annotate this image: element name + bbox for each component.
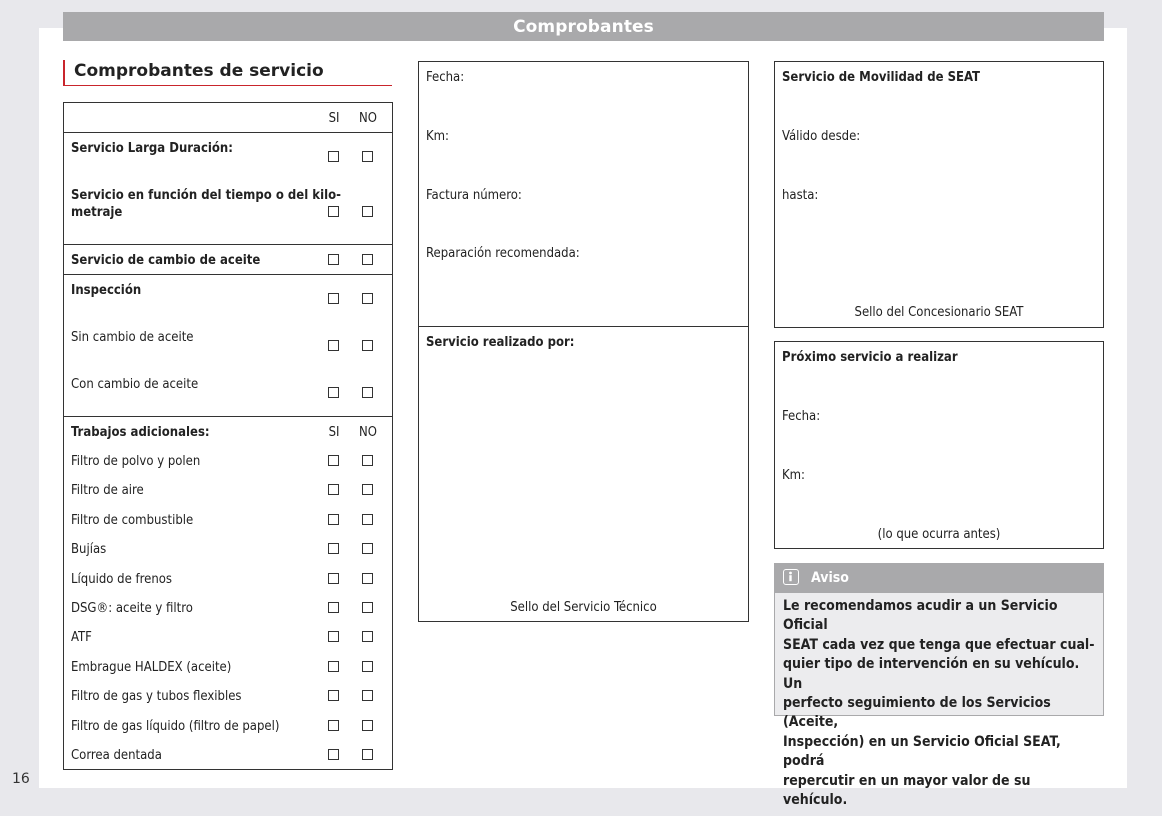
checkbox-no[interactable] — [362, 151, 373, 162]
list-item: Filtro de gas líquido (filtro de papel) — [71, 719, 280, 734]
checkbox-no[interactable] — [362, 387, 373, 398]
mobility-service-box — [774, 61, 1104, 328]
divider — [63, 274, 393, 275]
notice-header — [774, 563, 1104, 593]
checkbox-si[interactable] — [328, 206, 339, 217]
checkbox-si[interactable] — [328, 543, 339, 554]
whichever-first-label: (lo que ocurra antes) — [877, 527, 1001, 542]
checkbox-no[interactable] — [362, 514, 373, 525]
notice-line: Le recomendamos acudir a un Servicio Oficial — [783, 598, 1058, 634]
service-by-label: Servicio realizado por: — [426, 335, 575, 350]
list-item: Filtro de aire — [71, 483, 144, 498]
checkbox-si[interactable] — [328, 749, 339, 760]
checkbox-no[interactable] — [362, 206, 373, 217]
row-label-larga-duracion: Servicio Larga Duración: — [71, 141, 233, 156]
info-icon — [783, 569, 799, 585]
notice-body — [774, 593, 1104, 809]
checkbox-si[interactable] — [328, 690, 339, 701]
checkbox-si[interactable] — [328, 602, 339, 613]
list-item: Correa dentada — [71, 748, 162, 763]
list-item: Filtro de polvo y polen — [71, 454, 201, 469]
next-date-label: Fecha: — [782, 409, 821, 424]
checkbox-no[interactable] — [362, 749, 373, 760]
list-item: Bujías — [71, 542, 107, 557]
checkbox-si[interactable] — [328, 455, 339, 466]
additional-work-title: Trabajos adicionales: — [71, 425, 210, 440]
next-km-label: Km: — [782, 468, 806, 483]
checkbox-si[interactable] — [328, 573, 339, 584]
checkbox-no[interactable] — [362, 573, 373, 584]
row-label-sin-cambio: Sin cambio de aceite — [71, 330, 194, 345]
col-header-no: NO — [359, 425, 377, 440]
notice-line: repercutir en un mayor valor de su vehículo. — [783, 772, 1031, 809]
checkbox-si[interactable] — [328, 293, 339, 304]
technical-service-stamp-label: Sello del Servicio Técnico — [510, 600, 657, 615]
checkbox-no[interactable] — [362, 254, 373, 265]
checkbox-no[interactable] — [362, 455, 373, 466]
field-label-km: Km: — [426, 129, 450, 144]
divider — [63, 244, 393, 245]
checkbox-no[interactable] — [362, 631, 373, 642]
checkbox-no[interactable] — [362, 293, 373, 304]
checkbox-no[interactable] — [362, 602, 373, 613]
row-label-tiempo-kilometraje-cont: metraje — [71, 205, 123, 220]
list-item: Filtro de gas y tubos flexibles — [71, 689, 242, 704]
field-label-factura: Factura número: — [426, 188, 522, 203]
dealer-stamp-label: Sello del Concesionario SEAT — [854, 305, 1024, 320]
notice-line: quier tipo de intervención en su vehículo. Un — [783, 656, 1080, 692]
next-service-box — [774, 341, 1104, 549]
list-item: Filtro de combustible — [71, 513, 194, 528]
row-label-cambio-aceite: Servicio de cambio de aceite — [71, 253, 261, 268]
list-item: Embrague HALDEX (aceite) — [71, 660, 232, 675]
checkbox-si[interactable] — [328, 254, 339, 265]
list-item: Líquido de frenos — [71, 572, 172, 587]
col-header-si: SI — [328, 425, 340, 440]
notice-line: Inspección) en un Servicio Oficial SEAT, podrá — [783, 733, 1061, 770]
divider — [63, 416, 393, 417]
checkbox-no[interactable] — [362, 720, 373, 731]
checkbox-si[interactable] — [328, 340, 339, 351]
section-title: Comprobantes de servicio — [63, 60, 392, 86]
page-header: Comprobantes — [63, 12, 1104, 41]
checkbox-si[interactable] — [328, 514, 339, 525]
notice-title: Aviso — [811, 570, 849, 586]
checkbox-no[interactable] — [362, 690, 373, 701]
field-label-fecha: Fecha: — [426, 70, 465, 85]
checkbox-si[interactable] — [328, 661, 339, 672]
divider — [418, 326, 749, 327]
list-item: ATF — [71, 630, 92, 645]
mobility-title: Servicio de Movilidad de SEAT — [782, 70, 981, 85]
list-item: DSG®: aceite y filtro — [71, 601, 193, 616]
col-header-si: SI — [328, 111, 340, 126]
row-label-con-cambio: Con cambio de aceite — [71, 377, 199, 392]
checkbox-no[interactable] — [362, 340, 373, 351]
checkbox-no[interactable] — [362, 661, 373, 672]
valid-from-label: Válido desde: — [782, 129, 861, 144]
notice-line: SEAT cada vez que tenga que efectuar cual- — [783, 636, 1095, 653]
col-header-no: NO — [359, 111, 377, 126]
checkbox-no[interactable] — [362, 484, 373, 495]
checkbox-no[interactable] — [362, 543, 373, 554]
checkbox-si[interactable] — [328, 387, 339, 398]
divider — [63, 132, 393, 133]
page-number: 16 — [12, 771, 30, 787]
until-label: hasta: — [782, 188, 819, 203]
checkbox-si[interactable] — [328, 484, 339, 495]
checkbox-si[interactable] — [328, 631, 339, 642]
checkbox-si[interactable] — [328, 720, 339, 731]
row-label-tiempo-kilometraje: Servicio en función del tiempo o del kilo- — [71, 188, 341, 203]
checkbox-si[interactable] — [328, 151, 339, 162]
row-label-inspeccion: Inspección — [71, 283, 142, 298]
next-service-title: Próximo servicio a realizar — [782, 350, 958, 365]
field-label-reparacion: Reparación recomendada: — [426, 246, 580, 261]
notice-line: perfecto seguimiento de los Servicios (Aceite, — [783, 695, 1051, 731]
